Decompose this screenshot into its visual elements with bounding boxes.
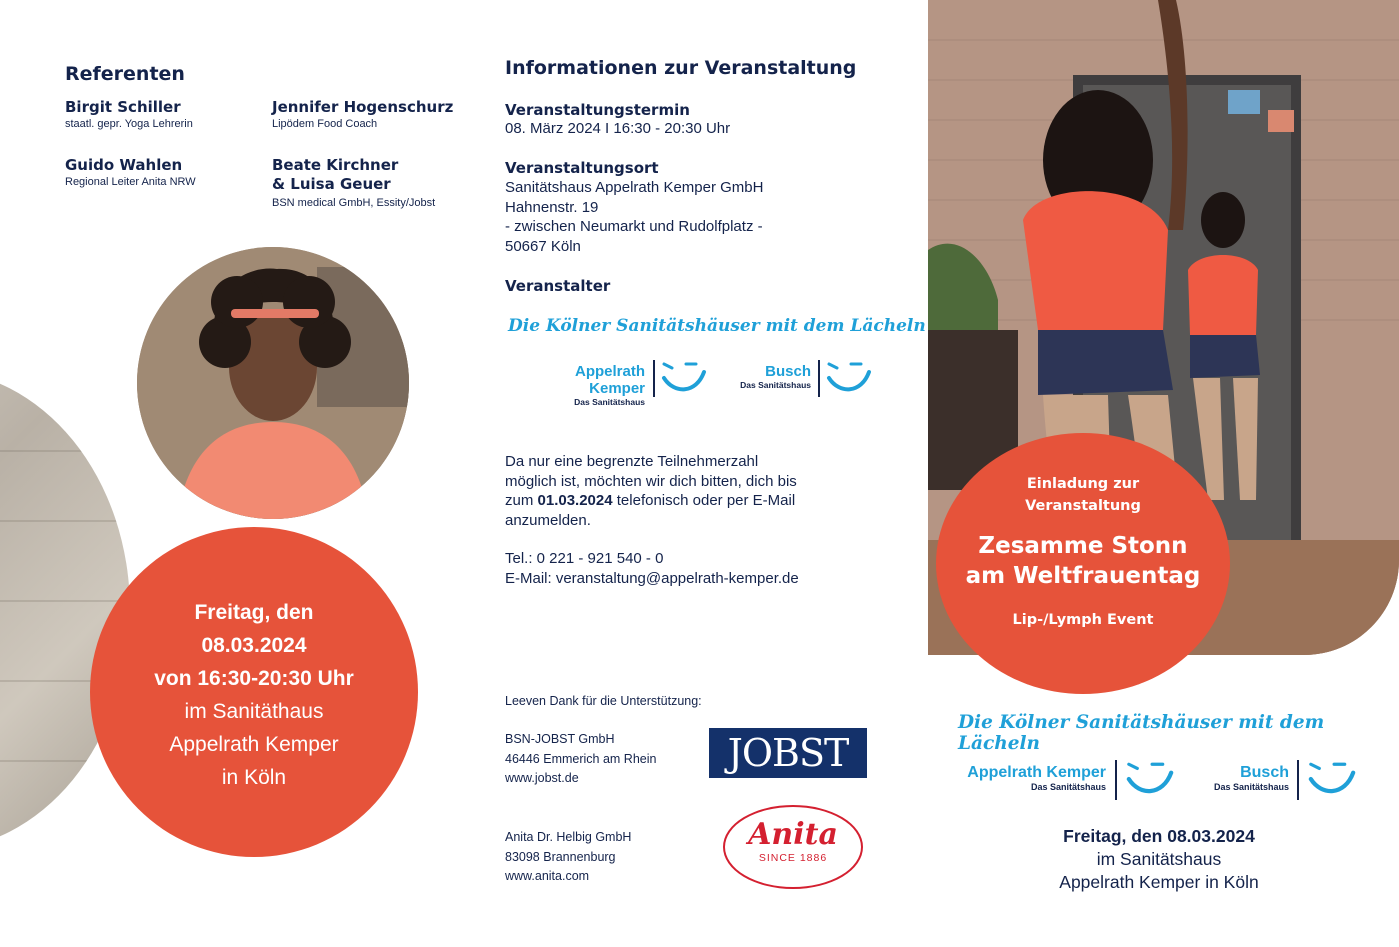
text: zum [505,492,538,509]
speaker-card [65,98,193,131]
address-line: Anita Dr. Helbig GmbH [505,830,632,844]
speaker-role: staatl. gepr. Yoga Lehrerin [65,118,193,130]
event-date-circle [90,527,418,857]
logo-subtext: SINCE 1886 [758,852,828,864]
brand-name: Busch [1240,764,1289,781]
divider [818,360,820,397]
divider [1297,760,1299,800]
appelrath-kemper-logo [517,363,645,407]
speaker-name: & Luisa Geuer [272,175,391,193]
text: telefonisch oder per E-Mail [612,492,796,509]
brand-subtitle: Das Sanitätshaus [1213,782,1289,792]
cover-location: im Sanitätshaus [1096,849,1222,869]
address-line: Sanitätshaus Appelrath Kemper GmbH [505,179,764,196]
divider [653,360,655,397]
anita-address [505,828,631,887]
registration-line: anzumelden. [505,511,591,529]
jobst-logo [709,728,867,778]
termin-value: 08. März 2024 I 16:30 - 20:30 Uhr [505,120,731,137]
date-line: Appelrath Kemper [169,733,339,756]
smile-icon [1124,760,1176,796]
speaker-card [65,156,196,189]
smile-icon [825,360,873,394]
termin-label: Veranstaltungstermin [505,101,690,119]
registration-line: Da nur eine begrenzte Teilnehmerzahl [505,453,759,470]
ort-label: Veranstaltungsort [505,159,659,177]
speaker-name: Beate Kirchner [272,156,399,174]
speaker-card [272,156,435,210]
slogan: Die Kölner Sanitätshäuser mit dem Lächeln [958,712,1325,754]
event-subtitle: Lip-/Lymph Event [1012,612,1154,628]
date-line: im Sanitäthaus [184,700,324,723]
invite-line: Veranstaltung [1025,498,1141,514]
address-line: 83098 Brannenburg [505,849,616,864]
speaker-name: Guido Wahlen [65,156,183,174]
thanks-text: Leeven Dank für die Unterstützung: [505,694,702,708]
logo-text: Anita [748,817,838,852]
address-line: www.jobst.de [505,771,579,785]
date-line: 08.03.2024 [201,634,307,657]
busch-logo [1205,764,1289,792]
speaker-role: Regional Leiter Anita NRW [65,176,196,188]
busch-logo [737,363,811,390]
date-line: von 16:30-20:30 Uhr [154,667,354,690]
speaker-role: Lipödem Food Coach [272,118,378,130]
smile-icon [660,360,708,394]
info-heading: Informationen zur Veranstaltung [505,57,857,79]
ort-address [505,178,763,256]
registration-line: möglich ist, möchten wir dich bitten, dich bis [505,472,797,490]
contact-tel: Tel.: 0 221 - 921 540 - 0 [505,550,664,567]
event-title: am Weltfrauentag [965,563,1201,589]
cover-date: Freitag, den 08.03.2024 [1063,826,1255,846]
registration-line [505,491,865,511]
jobst-address [505,730,656,789]
event-title: Zesamme Stonn [978,533,1188,559]
speaker-name: Birgit Schiller [65,98,181,116]
anita-logo [723,805,863,889]
registration-note [505,452,865,530]
brand-subtitle: Das Sanitätshaus [1030,782,1106,792]
address-line: BSN-JOBST GmbH [505,732,615,746]
cover-date-block [1000,825,1318,894]
divider [1115,760,1117,800]
address-line: 50667 Köln [505,237,581,255]
registration-deadline: 01.03.2024 [537,492,613,509]
brand-subtitle: Das Sanitätshaus [740,380,811,390]
speaker-name: Jennifer Hogenschurz [272,98,454,116]
address-line: 46446 Emmerich am Rhein [505,751,657,766]
veranstalter-label: Veranstalter [505,277,611,295]
slogan: Die Kölner Sanitätshäuser mit dem Lächeln [508,316,926,336]
speakers-heading: Referenten [65,63,185,85]
brand-name: Busch [765,363,811,380]
address-line: - zwischen Neumarkt und Rudolfplatz - [505,218,763,235]
speaker-role: BSN medical GmbH, Essity/Jobst [272,197,436,209]
brand-subtitle: Das Sanitätshaus [574,397,645,407]
portrait-photo [137,247,409,519]
address-line: www.anita.com [505,869,590,883]
date-line: Freitag, den [194,601,314,624]
contact-email: E-Mail: veranstaltung@appelrath-kemper.de [505,570,799,587]
brand-name: Appelrath Kemper [574,363,645,397]
cover-location: Appelrath Kemper in Köln [1059,872,1259,892]
address-line: Hahnenstr. 19 [505,198,599,216]
invite-line: Einladung zur [1026,476,1140,492]
brand-name: Appelrath Kemper [967,764,1106,781]
invitation-circle [936,433,1230,694]
smile-icon [1306,760,1358,796]
date-line: in Köln [221,766,287,789]
speaker-card [272,98,453,131]
logo-text: JOBST [727,731,849,775]
appelrath-kemper-logo [962,764,1106,792]
